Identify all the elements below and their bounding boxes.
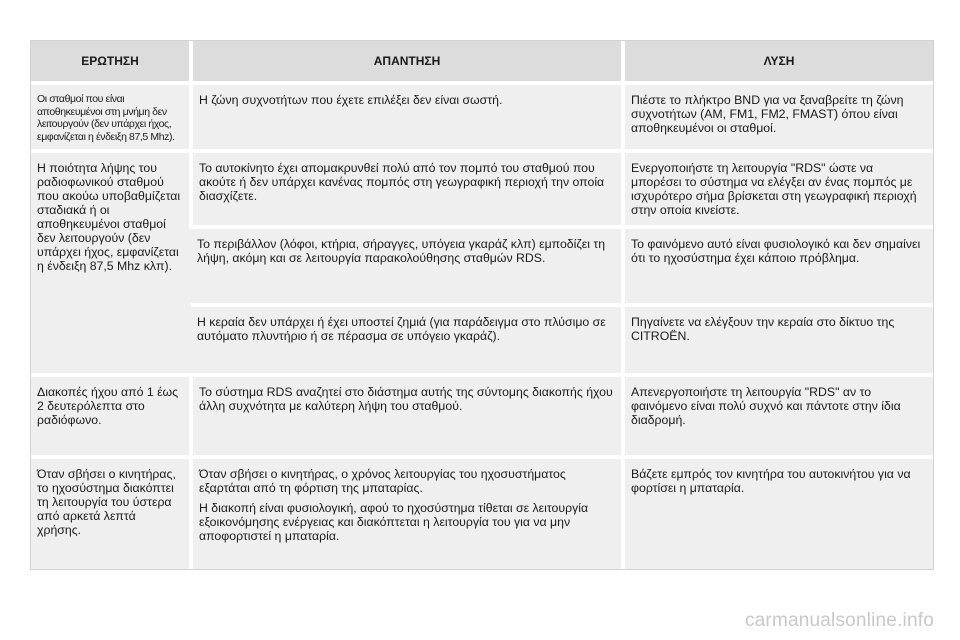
answer-cell: Το σύστημα RDS αναζητεί στο διάστημα αυτής της σύντομης διακοπής ήχου άλλη συχνότητα με καλύτερη λήψη του σταθμού. (191, 375, 623, 457)
solution-cell: Ενεργοποιήστε τη λειτουργία "RDS" ώστε να μπορέσει το σύστημα να ελέγξει αν ένας πομπός με ισχυρότερο σήμα βρίσκεται στη γεωγραφική περιοχή στην οποία κινείστε. (623, 151, 933, 227)
answer-cell: Η ζώνη συχνοτήτων που έχετε επιλέξει δεν είναι σωστή. (191, 83, 623, 151)
table-header-row (31, 41, 933, 83)
troubleshooting-table-frame (30, 40, 934, 570)
question-cell: Η ποιότητα λήψης του ραδιοφωνικού σταθμού που ακούω υποβαθμίζεται σταδιακά ή οι αποθηκευμένοι σταθμοί δεν λειτουργούν (δεν υπάρχει ήχος, εμφανίζεται η ένδειξη 87,5 Mhz κλπ). (31, 151, 191, 375)
header-question: ΕΡΩΤΗΣΗ (31, 41, 191, 83)
header-solution: ΛΥΣΗ (623, 41, 933, 83)
answer-cell (191, 457, 623, 569)
solution-cell: Πηγαίνετε να ελέγξουν την κεραία στο δίκτυο της CITROËN. (623, 305, 933, 375)
table-row (31, 375, 933, 457)
question-cell: Οι σταθμοί που είναι αποθηκευμένοι στη μνήμη δεν λειτουργούν (δεν υπάρχει ήχος, εμφανίζεται η ένδειξη 87,5 Mhz). (31, 83, 191, 151)
answer-cell: Η κεραία δεν υπάρχει ή έχει υποστεί ζημιά (για παράδειγμα στο πλύσιμο σε αυτόματο πλυντήριο ή σε πέρασμα σε υπόγειο γκαράζ). (191, 305, 623, 375)
question-cell: Όταν σβήσει ο κινητήρας, το ηχοσύστημα διακόπτει τη λειτουργία του ύστερα από αρκετά λεπτά χρήσης. (31, 457, 191, 569)
question-cell: Διακοπές ήχου από 1 έως 2 δευτερόλεπτα στο ραδιόφωνο. (31, 375, 191, 457)
solution-cell: Βάζετε εμπρός τον κινητήρα του αυτοκινήτου για να φορτίσει η μπαταρία. (623, 457, 933, 569)
answer-cell: Το περιβάλλον (λόφοι, κτήρια, σήραγγες, υπόγεια γκαράζ κλπ) εμποδίζει τη λήψη, ακόμη και σε λειτουργία παρακολούθησης σταθμών RDS. (191, 227, 623, 305)
table-row (31, 83, 933, 151)
answer-paragraph: Η διακοπή είναι φυσιολογική, αφού το ηχοσύστημα τίθεται σε λειτουργία εξοικονόμησης ενέργειας και διακόπτεται η λειτουργία του για να μην αποφορτιστεί η μπαταρία. (199, 501, 589, 543)
table-row (31, 151, 933, 227)
answer-cell: Το αυτοκίνητο έχει απομακρυνθεί πολύ από τον πομπό του σταθμού που ακούτε ή δεν υπάρχει κανένας πομπός στη γεωγραφική περιοχή την οποία διασχίζετε. (191, 151, 623, 227)
watermark: carmanualsonline.info (744, 610, 934, 631)
solution-cell: Το φαινόμενο αυτό είναι φυσιολογικό και δεν σημαίνει ότι το ηχοσύστημα έχει κάποιο πρόβλημα. (623, 227, 933, 305)
answer-paragraph: Όταν σβήσει ο κινητήρας, ο χρόνος λειτουργίας του ηχοσυστήματος εξαρτάται από τη φόρτιση της μπαταρίας. (199, 467, 566, 495)
header-answer: ΑΠΑΝΤΗΣΗ (191, 41, 623, 83)
troubleshooting-table (31, 41, 933, 569)
solution-cell: Πιέστε το πλήκτρο BND για να ξαναβρείτε τη ζώνη συχνοτήτων (AM, FM1, FM2, FMAST) όπου είναι αποθηκευμένοι οι σταθμοί. (623, 83, 933, 151)
table-row (31, 457, 933, 569)
solution-cell: Απενεργοποιήστε τη λειτουργία "RDS" αν το φαινόμενο είναι πολύ συχνό και πάντοτε στην ίδια διαδρομή. (623, 375, 933, 457)
